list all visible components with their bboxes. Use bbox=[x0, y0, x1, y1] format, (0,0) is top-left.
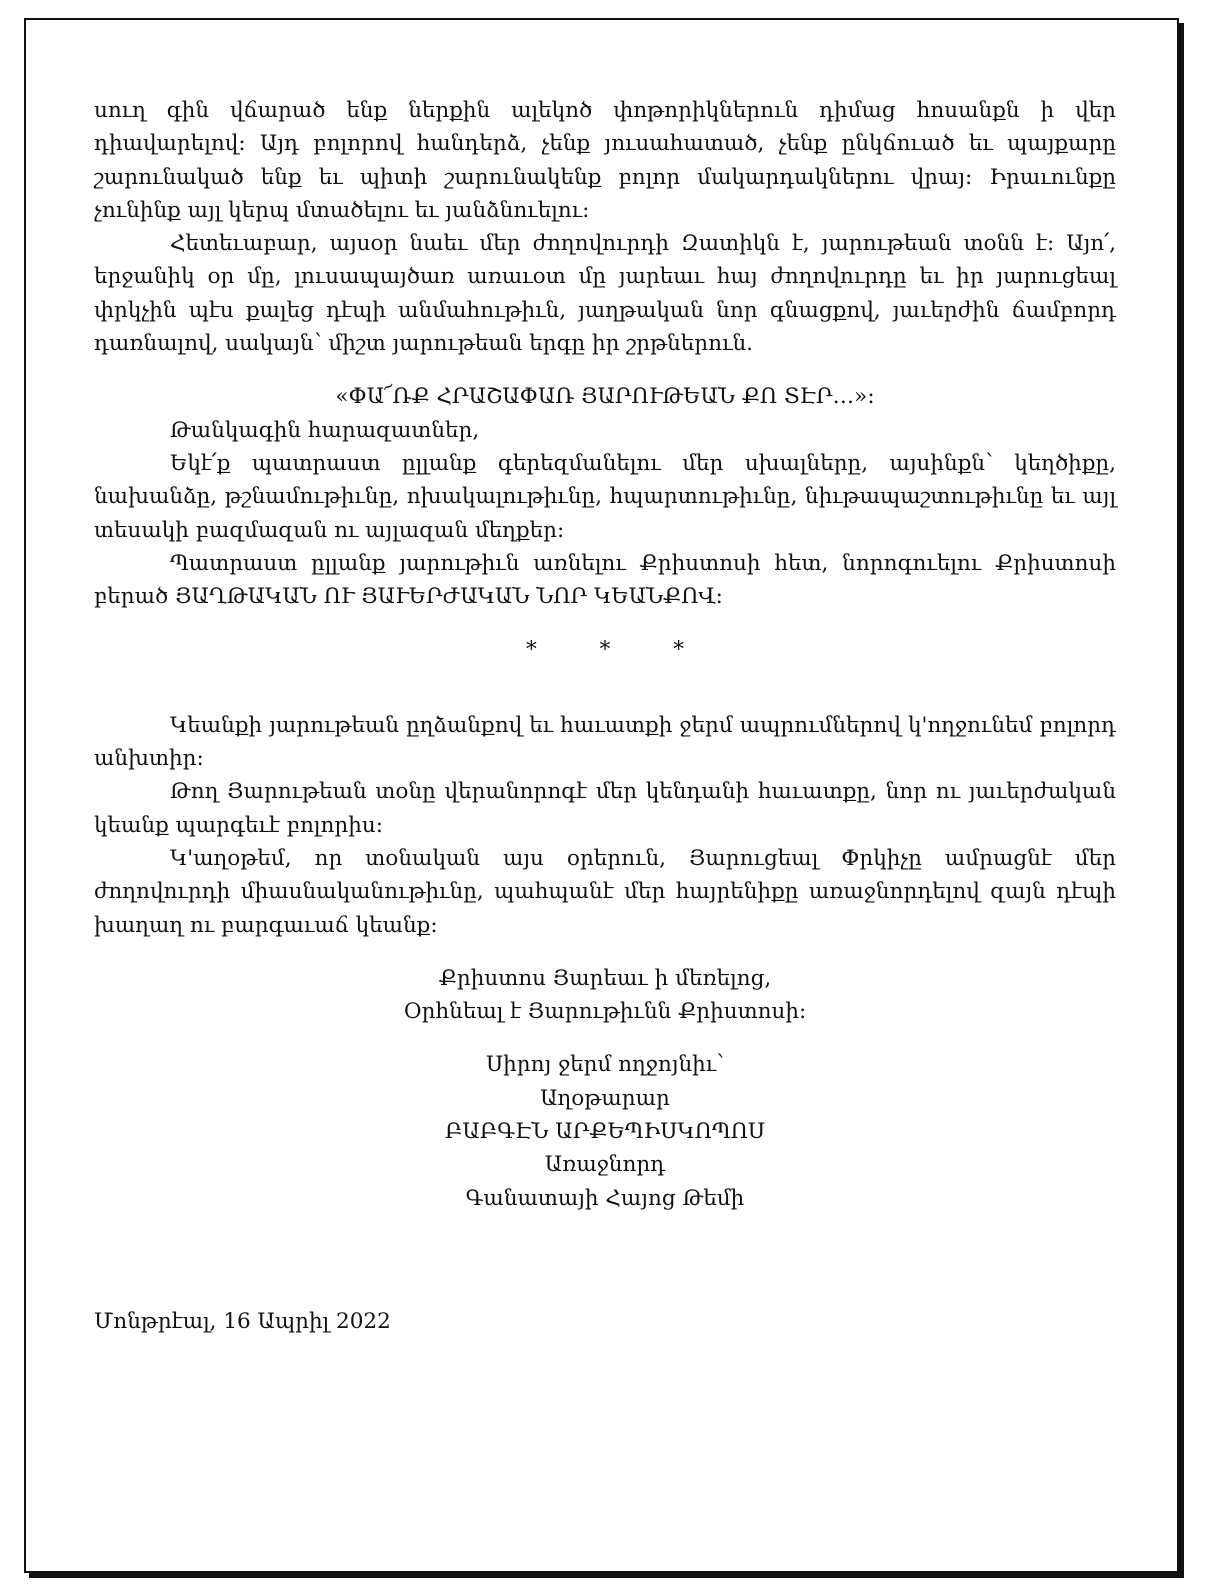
signature-diocese: Գանատայի Հայոց Թեմի bbox=[465, 1185, 745, 1211]
spacer bbox=[94, 360, 1116, 380]
signature-block bbox=[94, 1048, 1116, 1214]
spacer bbox=[94, 1215, 1116, 1305]
signature-role: Աղօթարար bbox=[540, 1085, 670, 1111]
letter-body bbox=[94, 94, 1116, 1338]
paragraph-2: Հետեւաբար, այսօր նաեւ մեր ժողովուրդի Զատիկն է, յարութեան տօնն է: Այո՛, երջանիկ օր մը, լուսապայծառ առաւօտ մը յարեաւ հայ ժողովուրդը եւ իր յարուցեալ փրկչին պէս քալեց դէպի անմահութիւն, յաղթական նոր գնացքով, յաւերժին ճամբորդ դառնալով, սակայն՝ միշտ յարութեան երգը իր շրթներուն. bbox=[94, 231, 1116, 357]
salutation: Թանկագին հարազատներ, bbox=[170, 417, 480, 443]
greeting-line-2: Օրհնեալ է Յարութիւնն Քրիստոսի: bbox=[403, 999, 807, 1025]
spacer bbox=[94, 942, 1116, 962]
paragraph-7: Կ'աղօթեմ, որ տօնական այս օրերուն, Յարուցեալ Փրկիչը ամրացնէ մեր ժողովուրդի միասնականութիւնը, պահպանէ մեր հայրենիքը առաջնորդելով զայն դէպի խաղաղ ու բարգաւաճ կեանք: bbox=[94, 845, 1116, 938]
separator-star: * bbox=[673, 637, 684, 663]
paragraph-3: Եկէ՛ք պատրաստ ըլլանք գերեզմանելու մեր սխալները, այսինքն՝ կեղծիքը, նախանձը, թշնամութիւնը, ոխակալութիւնը, հպարտութիւնը, նիւթապաշտութիւնը եւ այլ տեսակի բազմազան ու այլազան մեղքեր: bbox=[94, 450, 1116, 543]
signature-closing: Սիրոյ ջերմ ողջոյնիւ՝ bbox=[485, 1052, 725, 1078]
paragraph-5: Կեանքի յարութեան ըղձանքով եւ հաւատքի ջերմ ապրումներով կ'ողջունեմ բոլորդ անխտիր: bbox=[94, 712, 1116, 772]
quote-heading: «ՓԱ՜ՌՔ ՀՐԱՇԱՓԱՌ ՅԱՐՈՒԹԵԱՆ ՔՈ ՏԷՐ…»: bbox=[335, 384, 875, 410]
signature-title: Առաջնորդ bbox=[544, 1152, 666, 1178]
separator-star: * bbox=[599, 637, 611, 663]
paragraph-1: սուղ գին վճարած ենք ներքին ալեկոծ փոթորիկներուն դիմաց հոսանքն ի վեր դիավարելով: Այդ բոլորով հանդերձ, չենք յուսահատած, չենք ընկճուած եւ պայքարը շարունակած ենք եւ պիտի շարունակենք բոլոր մակարդակներու վրայ: Իրաւունքը չունինք այլ կերպ մտածելու եւ յանձնուելու: bbox=[94, 98, 1116, 223]
paragraph-4: Պատրաստ ըլլանք յարութիւն առնելու Քրիստոսի հետ, նորոգուելու Քրիստոսի բերած ՅԱՂԹԱԿԱՆ ՈՒ ՅԱՒԵՐԺԱԿԱՆ ՆՈՐ ԿԵԱՆՔՈՎ: bbox=[94, 550, 1116, 610]
place-and-date: Մոնթրէալ, 16 Ապրիլ 2022 bbox=[94, 1308, 391, 1334]
separator-star: * bbox=[526, 637, 537, 663]
spacer bbox=[94, 667, 1116, 709]
greeting-line-1: Քրիստոս Յարեաւ ի մեռելոց, bbox=[438, 965, 772, 991]
paragraph-6: Թող Յարութեան տօնը վերանորոգէ մեր կենդանի հաւատքը, նոր ու յաւերժական կեանք պարգեւէ բոլորիս: bbox=[94, 779, 1116, 838]
spacer bbox=[94, 1028, 1116, 1048]
spacer bbox=[94, 613, 1116, 633]
section-separator bbox=[94, 633, 1116, 666]
signature-name: ԲԱԲԳԷՆ ԱՐՔԵՊԻՍԿՈՊՈՍ bbox=[444, 1119, 766, 1145]
